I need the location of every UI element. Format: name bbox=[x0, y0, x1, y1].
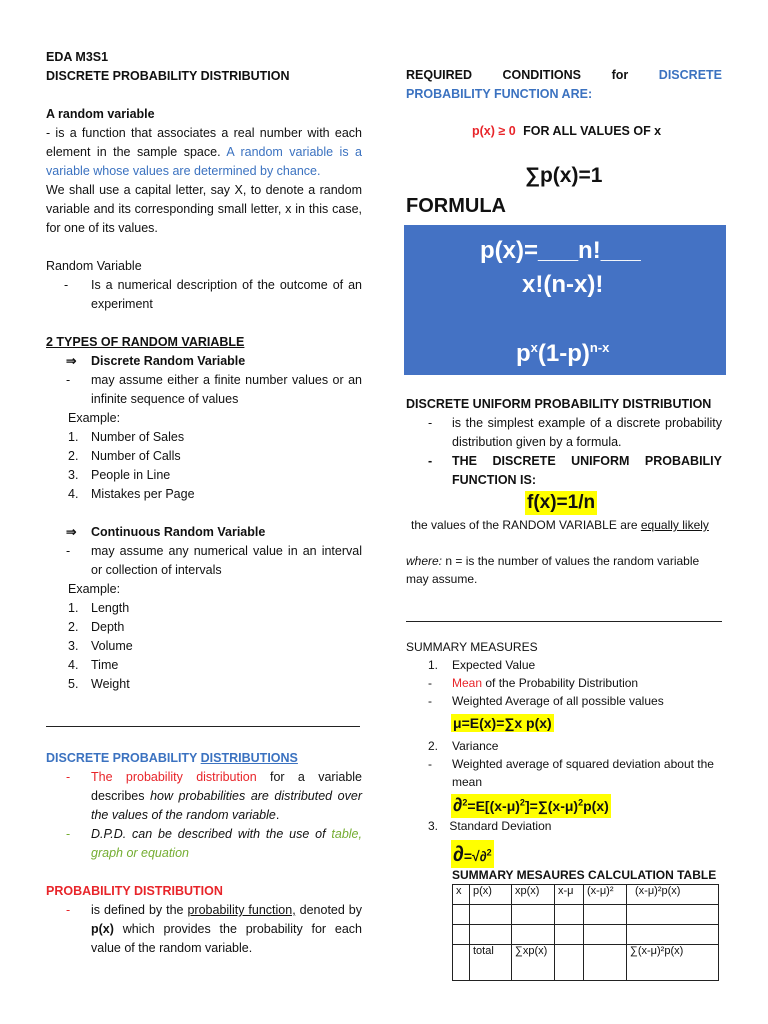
calculation-table bbox=[452, 884, 719, 981]
page-title: DISCRETE PROBABILITY DISTRIBUTION bbox=[46, 69, 290, 83]
list-item bbox=[46, 447, 362, 466]
dpd-item-1: - The probability distribution for a variable describes how probabilities are distributed over the values of the random variable. bbox=[66, 770, 362, 822]
table-row bbox=[453, 905, 719, 925]
dash-bullet: - bbox=[428, 694, 432, 708]
var-part-d: p(x) bbox=[583, 798, 609, 814]
list-number: 4. bbox=[68, 658, 79, 672]
sm2-text: Variance bbox=[452, 739, 499, 753]
header-x-mu-sq: (x-μ)² bbox=[584, 885, 627, 905]
dpd-item1-rest: for a variable describes bbox=[91, 770, 362, 803]
dpd-item1-red: The probability distribution bbox=[91, 770, 257, 784]
list-item bbox=[46, 428, 362, 447]
sd-partial-symbol: ∂ bbox=[453, 841, 464, 866]
summary-item-1 bbox=[406, 656, 722, 674]
table-row bbox=[453, 925, 719, 945]
rv-item bbox=[46, 276, 362, 314]
list-item bbox=[46, 656, 362, 675]
var-sup2: 2 bbox=[519, 797, 525, 808]
where-label: where: bbox=[406, 554, 443, 568]
summary-item-1-sub bbox=[406, 674, 722, 692]
list-number: 2. bbox=[68, 620, 79, 634]
continuous-desc bbox=[46, 542, 362, 580]
condition-1-red: p(x) ≥ 0 bbox=[472, 124, 516, 138]
var-part-b: =E[(x-μ) bbox=[467, 798, 520, 814]
pd-item-b: denoted by bbox=[295, 903, 363, 917]
dpd-title-a: DISCRETE PROBABILITY bbox=[46, 751, 201, 765]
random-variable-title: A random variable bbox=[46, 107, 155, 121]
left-column bbox=[46, 48, 362, 694]
list-item bbox=[46, 485, 362, 504]
dash-bullet: - bbox=[428, 757, 432, 771]
req-text-blue: DISCRETE PROBABILITY FUNCTION ARE: bbox=[406, 68, 722, 101]
formula-line-2: x!(n-x)! bbox=[522, 271, 604, 298]
arrow-right-icon: ⇒ bbox=[66, 354, 77, 368]
dash-bullet: - bbox=[66, 770, 71, 784]
total-var: ∑(x-μ)²p(x) bbox=[627, 945, 719, 981]
summary-item-2-sub bbox=[406, 755, 722, 791]
required-conditions bbox=[406, 66, 722, 104]
summary-item-2 bbox=[406, 737, 722, 755]
var-partial-symbol: ∂ bbox=[453, 795, 463, 816]
sm3-text: Standard Deviation bbox=[449, 819, 552, 833]
dpd-item-2 bbox=[46, 825, 362, 863]
variance-formula bbox=[451, 794, 611, 818]
formula-1-p: (1-p) bbox=[537, 340, 590, 367]
dash-bullet: - bbox=[66, 827, 71, 841]
continuous-desc-text: may assume any numerical value in an interval or collection of intervals bbox=[91, 544, 362, 577]
discrete-title bbox=[46, 352, 362, 371]
formula-box bbox=[404, 225, 726, 375]
summary-title: SUMMARY MEASURES bbox=[406, 640, 538, 654]
list-item-text: Volume bbox=[91, 639, 133, 653]
sm1-sub2-text: Weighted Average of all possible values bbox=[452, 694, 664, 708]
summary-item-1-sub2 bbox=[406, 692, 722, 710]
header-px: p(x) bbox=[470, 885, 512, 905]
header-x-mu: x-μ bbox=[555, 885, 584, 905]
dash-bullet: - bbox=[428, 416, 433, 430]
dup-item1-text: is the simplest example of a discrete probability distribution given by a formula. bbox=[452, 416, 722, 449]
header-xpx: xp(x) bbox=[512, 885, 555, 905]
list-item-text: Depth bbox=[91, 620, 125, 634]
arrow-right-icon: ⇒ bbox=[66, 525, 77, 539]
list-item-text: Length bbox=[91, 601, 130, 615]
dup-section bbox=[406, 395, 722, 490]
pd-item-px: p(x) bbox=[91, 922, 114, 936]
rv-def-blue-text: A random variable is a variable whose values are determined by chance. bbox=[46, 145, 362, 178]
dash-bullet: - bbox=[428, 676, 432, 690]
types-title: 2 TYPES OF RANDOM VARIABLE bbox=[46, 335, 245, 349]
list-number: 4. bbox=[68, 487, 79, 501]
total-xp: ∑xp(x) bbox=[512, 945, 555, 981]
list-number: 1. bbox=[68, 601, 79, 615]
list-item-text: Number of Calls bbox=[91, 449, 181, 463]
table-total-row bbox=[453, 945, 719, 981]
sd-formula bbox=[451, 840, 494, 868]
dup-item2-text: THE DISCRETE UNIFORM PROBABILIY FUNCTION IS: bbox=[452, 454, 722, 487]
list-number: 5. bbox=[68, 677, 79, 691]
dpd-title bbox=[46, 749, 362, 768]
sm2-sub-text: Weighted average of squared deviation about the mean bbox=[452, 757, 714, 789]
pd-item-c: which provides the probability for each value of the random variable. bbox=[91, 922, 362, 955]
summary-section bbox=[406, 639, 722, 710]
divider-left bbox=[46, 726, 360, 727]
required-conditions-text bbox=[406, 66, 722, 104]
var-sup3: 2 bbox=[578, 797, 584, 808]
list-item bbox=[46, 599, 362, 618]
condition-1-rest: FOR ALL VALUES OF x bbox=[523, 124, 662, 138]
discrete-desc bbox=[46, 371, 362, 409]
list-number: 3. bbox=[68, 468, 79, 482]
where-note bbox=[406, 552, 722, 588]
uniform-note-text: the values of the RANDOM VARIABLE are bbox=[411, 518, 641, 532]
rv-def-text: - is a function that associates a real number with each element in the sample space. bbox=[46, 126, 362, 159]
list-number: 1. bbox=[68, 430, 79, 444]
sd-sup: 2 bbox=[486, 847, 492, 858]
formula-label: FORMULA bbox=[406, 195, 506, 217]
formula-sup-x: x bbox=[530, 340, 538, 355]
random-variable-definition bbox=[46, 124, 362, 181]
header-x-mu-sq-px: (x-μ)²p(x) bbox=[627, 885, 719, 905]
list-item-text: Weight bbox=[91, 677, 130, 691]
dup-title: DISCRETE UNIFORM PROBABILITY DISTRIBUTION bbox=[406, 397, 712, 411]
dup-item-1 bbox=[406, 414, 722, 452]
uniform-note-underlined: equally likely bbox=[640, 518, 709, 532]
continuous-examples-list bbox=[46, 599, 362, 694]
discrete-title-text: Discrete Random Variable bbox=[91, 354, 246, 368]
dash-bullet: - bbox=[66, 903, 71, 917]
dash-bullet: - bbox=[428, 454, 433, 468]
mu-formula: μ=E(x)=∑x p(x) bbox=[453, 715, 552, 731]
uniform-formula: f(x)=1/n bbox=[527, 492, 596, 513]
rv-item-text: Is a numerical description of the outcome of an experiment bbox=[91, 278, 362, 311]
uniform-note bbox=[411, 518, 709, 532]
list-item bbox=[46, 637, 362, 656]
example-label-2: Example: bbox=[68, 582, 121, 596]
discrete-desc-text: may assume either a finite number values or an infinite sequence of values bbox=[91, 373, 362, 406]
course-code: EDA M3S1 bbox=[46, 50, 109, 64]
discrete-examples-list bbox=[46, 428, 362, 504]
example-label: Example: bbox=[68, 411, 121, 425]
list-number: 3. bbox=[68, 639, 79, 653]
list-item-text: People in Line bbox=[91, 468, 171, 482]
continuous-title-text: Continuous Random Variable bbox=[91, 525, 266, 539]
dpd-title-b: DISTRIBUTIONS bbox=[200, 751, 298, 765]
dpd-item2-text: D.P.D. can be described with the use of bbox=[91, 827, 332, 841]
formula-line-1: p(x)=___n!___ bbox=[480, 237, 641, 264]
sm1-sub-red: Mean bbox=[452, 676, 483, 690]
random-variable-subtitle: Random Variable bbox=[46, 259, 142, 273]
list-item-text: Mistakes per Page bbox=[91, 487, 195, 501]
condition-2: ∑p(x)=1 bbox=[525, 164, 603, 187]
total-label: total bbox=[470, 945, 512, 981]
formula-p: p bbox=[516, 340, 531, 367]
list-number: 2. bbox=[428, 739, 439, 753]
dash-bullet: - bbox=[64, 278, 69, 292]
list-number: 1. bbox=[428, 658, 439, 672]
sd-part-b: =√∂ bbox=[463, 848, 487, 864]
list-item bbox=[46, 618, 362, 637]
header-x: x bbox=[453, 885, 470, 905]
dash-bullet: - bbox=[66, 373, 71, 387]
dpd-section bbox=[46, 749, 362, 958]
list-number: 2. bbox=[68, 449, 79, 463]
formula-sup-n-x: n-x bbox=[589, 340, 610, 355]
where-text: n = is the number of values the random variable may assume. bbox=[406, 554, 700, 586]
pd-item bbox=[46, 901, 362, 958]
req-text: REQUIRED CONDITIONS for bbox=[406, 68, 659, 82]
dup-item-2 bbox=[406, 452, 722, 490]
dpd-item2-green: table, graph or equation bbox=[91, 827, 362, 860]
formula-line-3 bbox=[516, 340, 609, 368]
condition-1 bbox=[472, 124, 661, 138]
var-sup: 2 bbox=[462, 797, 468, 808]
pd-item-underlined: probability function, bbox=[187, 903, 296, 917]
continuous-title bbox=[46, 523, 362, 542]
summary-item-3 bbox=[428, 819, 551, 833]
var-part-c: ]=∑(x-μ) bbox=[524, 798, 579, 814]
sm1-sub-rest: of the Probability Distribution bbox=[482, 676, 639, 690]
pd-title: PROBABILITY DISTRIBUTION bbox=[46, 884, 223, 898]
rv-notation: We shall use a capital letter, say X, to denote a random variable and its corresponding small letter, x in this case, for one of its values. bbox=[46, 183, 362, 235]
list-item bbox=[46, 675, 362, 694]
dpd-item1-italic: how probabilities are distributed over the values of the random variable bbox=[91, 789, 362, 822]
sm1-text: Expected Value bbox=[452, 658, 536, 672]
list-item-text: Number of Sales bbox=[91, 430, 185, 444]
divider-right bbox=[406, 621, 722, 622]
list-item-text: Time bbox=[91, 658, 119, 672]
table-title: SUMMARY MESAURES CALCULATION TABLE bbox=[452, 868, 717, 882]
list-number: 3. bbox=[428, 819, 439, 833]
variance-section bbox=[406, 737, 722, 791]
list-item bbox=[46, 466, 362, 485]
table-header-row bbox=[453, 885, 719, 905]
pd-item-a: is defined by the bbox=[91, 903, 188, 917]
dash-bullet: - bbox=[66, 544, 71, 558]
